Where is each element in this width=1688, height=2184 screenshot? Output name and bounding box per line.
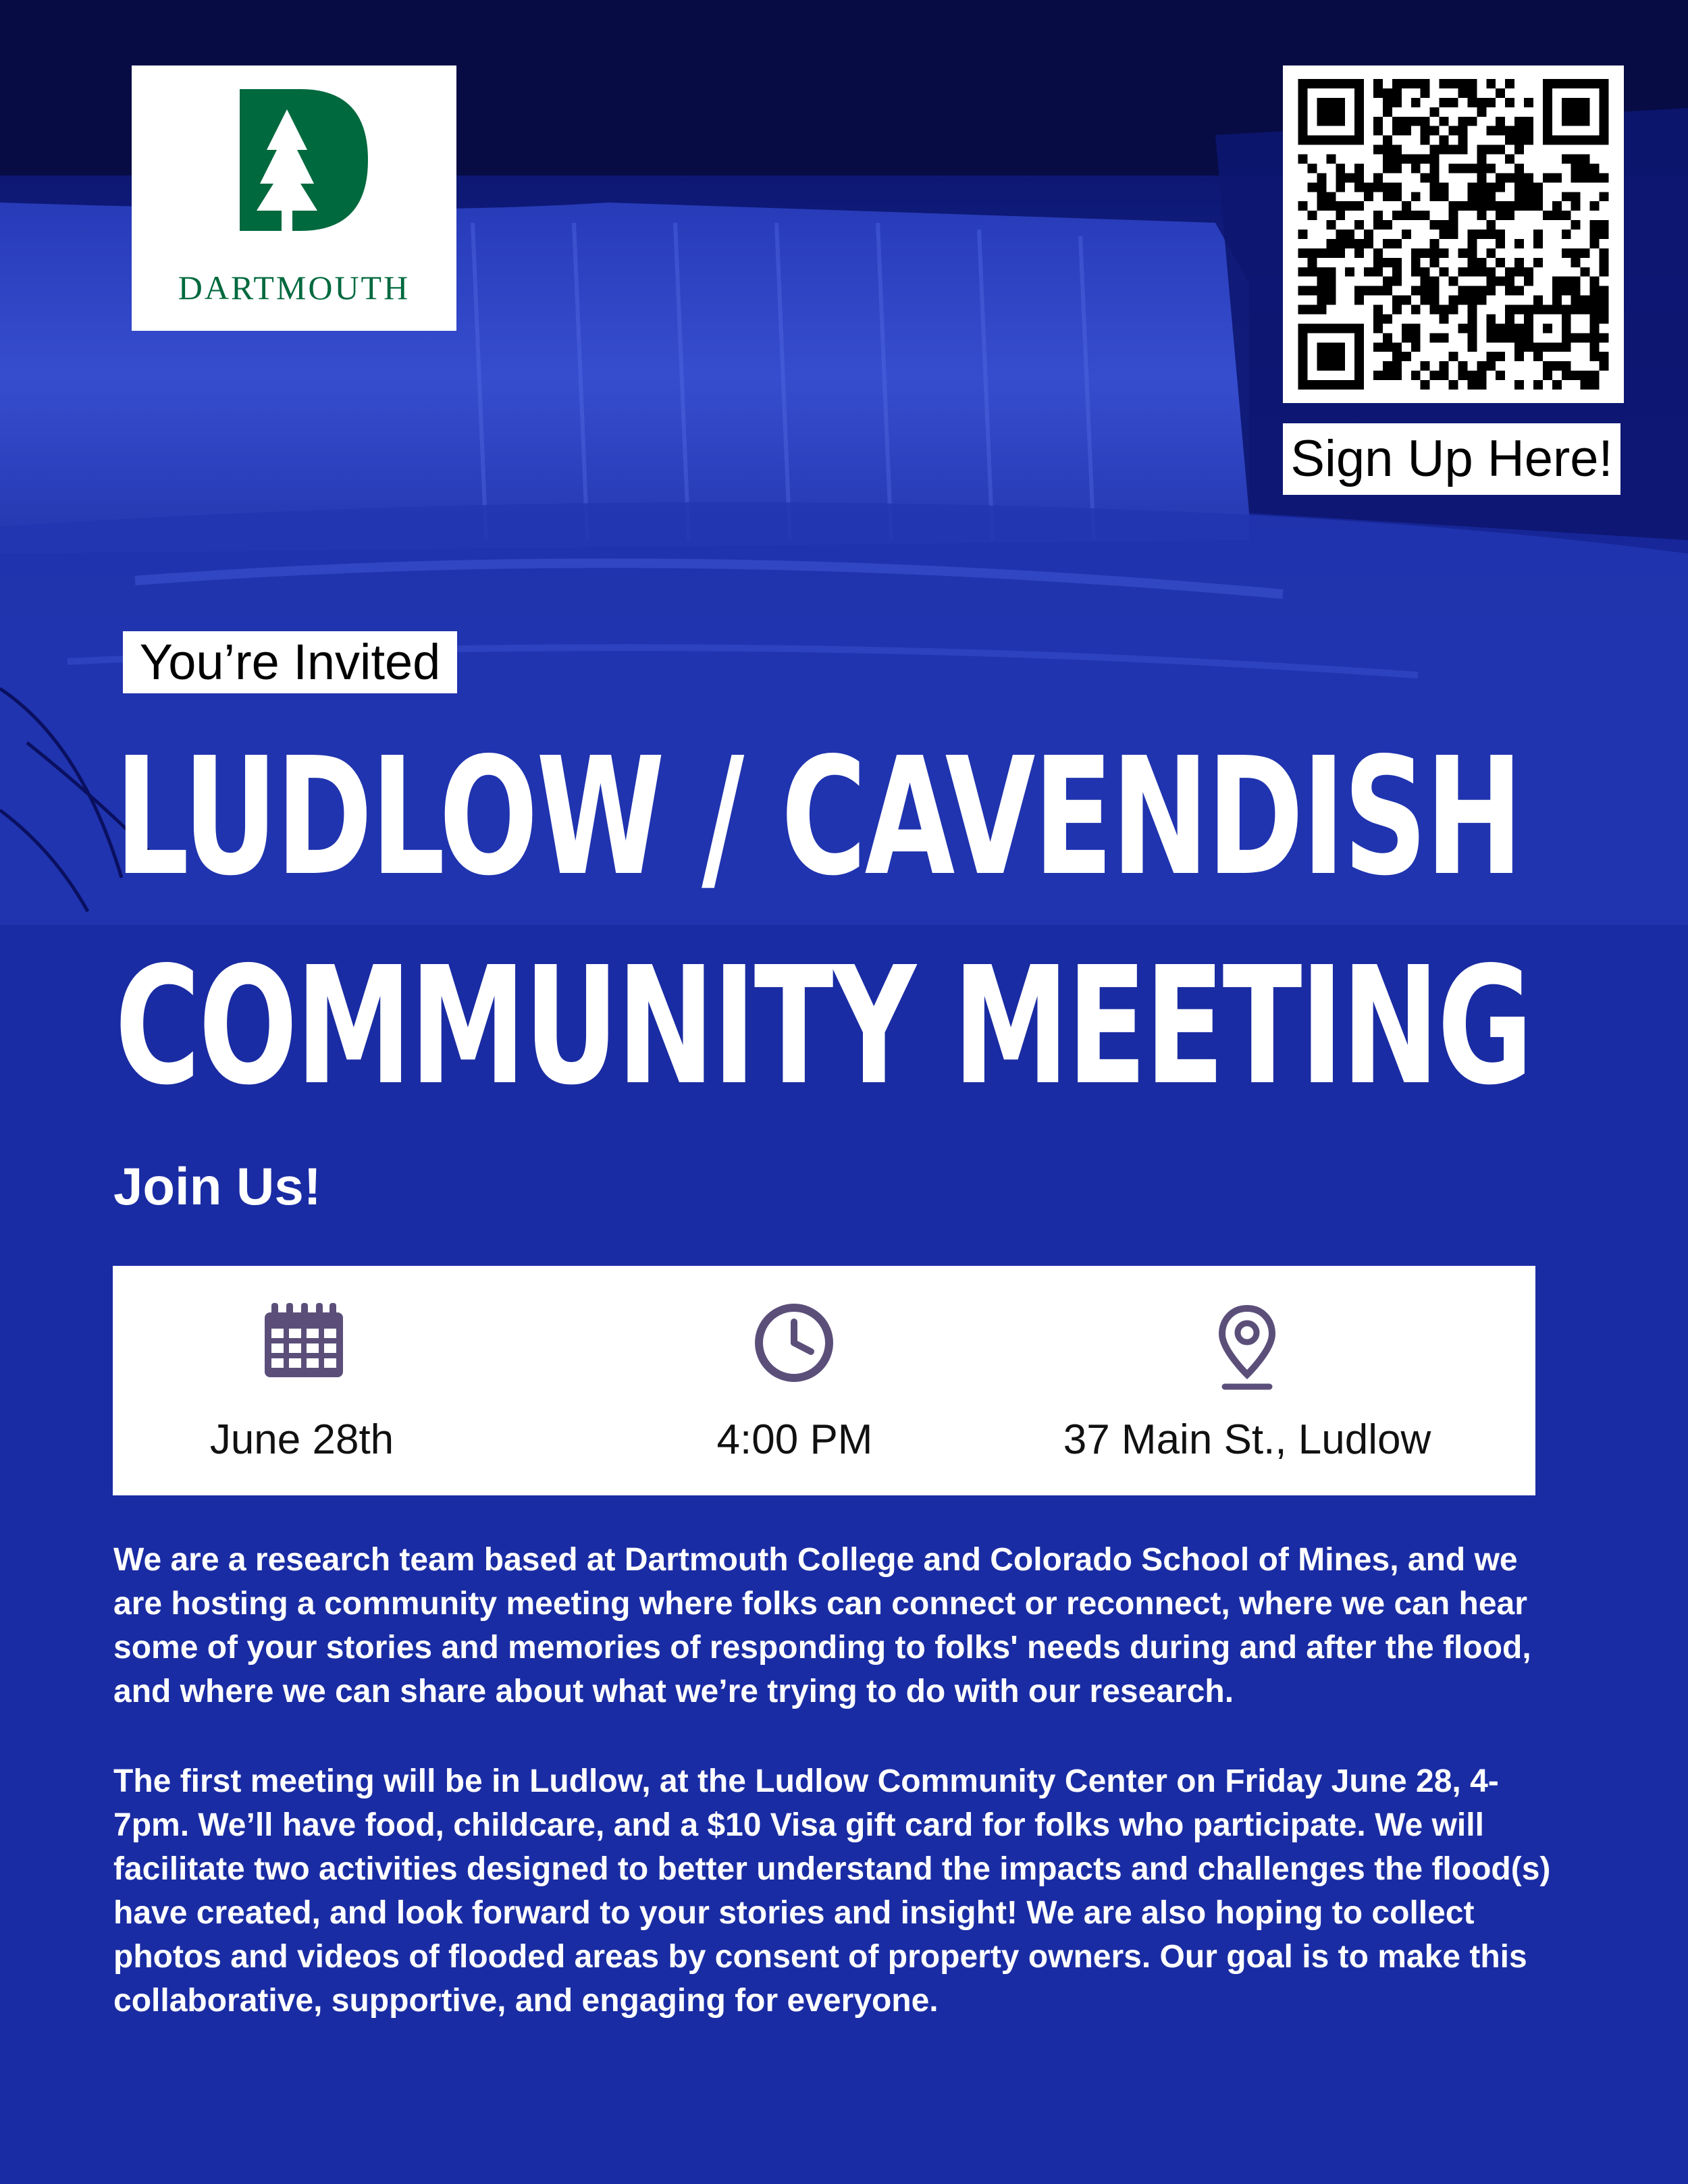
calendar-icon <box>265 1303 343 1377</box>
signup-qr-code[interactable] <box>1283 65 1624 403</box>
event-time-label: 4:00 PM <box>716 1416 873 1463</box>
event-date <box>153 1266 450 1495</box>
logo-wordmark: DARTMOUTH <box>178 269 411 307</box>
description-paragraph-1: We are a research team based at Dartmouth College and Colorado School of Mines, and we are hosting a community meeting where folks can connect or reconnect, where we can hear some of your stories and memories of responding to folks' needs during and after the flood, and where we can share about what we’re trying to do with our research. <box>113 1542 1531 1709</box>
event-location[interactable] <box>1063 1266 1679 1495</box>
event-date-label: June 28th <box>209 1416 394 1463</box>
signup-link[interactable]: Sign Up Here! <box>1283 423 1620 495</box>
invite-tag: You’re Invited <box>123 631 457 693</box>
qr-code-icon <box>1296 79 1610 390</box>
event-details-card <box>113 1266 1535 1495</box>
location-pin-icon <box>1217 1303 1277 1391</box>
subtitle: Join Us! <box>113 1156 321 1216</box>
description-paragraph-2: The first meeting will be in Ludlow, at the Ludlow Community Center on Friday June 28, 4-7pm. We’ll have food, childcare, and a $10 Visa gift card for folks who participate. We will facilitate two activities designed to better understand the impacts and challenges the flood(s) have created, and look forward to your stories and insight! We are also hoping to collect photos and videos of flooded areas by consent of property owners. Our goal is to make this collaborative, supportive, and engaging for everyone. <box>113 1763 1551 2019</box>
event-location-label: 37 Main St., Ludlow <box>1063 1416 1431 1463</box>
page-title-line1: LUDLOW / CAVENDISH <box>115 722 1521 911</box>
page-title-line2: COMMUNITY MEETING <box>115 932 1531 1121</box>
dartmouth-logo <box>132 65 456 331</box>
clock-icon <box>754 1303 834 1383</box>
dartmouth-d-pine-icon <box>240 89 368 231</box>
